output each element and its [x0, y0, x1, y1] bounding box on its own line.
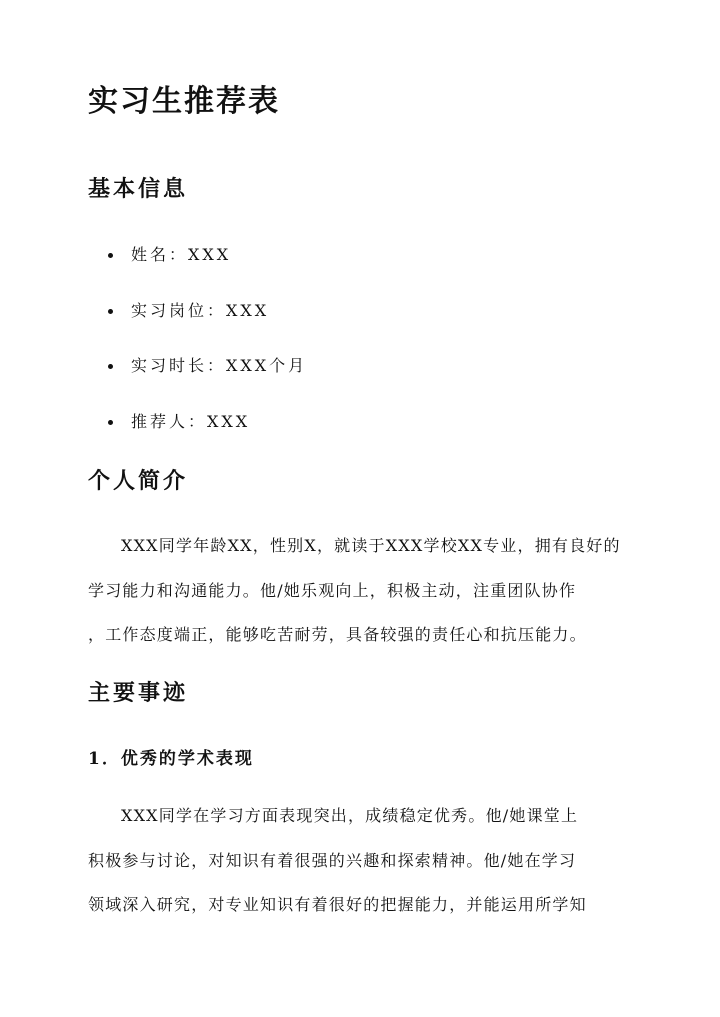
- section-heading-personal-intro: 个人简介: [88, 468, 189, 494]
- paragraph-line: ，工作态度端正，能够吃苦耐劳，具备较强的责任心和抗压能力。: [88, 625, 587, 644]
- bullet-dot: [108, 253, 113, 258]
- bullet-dot: [108, 364, 113, 369]
- basic-info-duration-text: 实习时长：XXX个月: [131, 356, 308, 375]
- bullet-dot: [108, 420, 113, 425]
- basic-info-position-text: 实习岗位：XXX: [131, 301, 270, 320]
- paragraph-line: 学习能力和沟通能力。他/她乐观向上，积极主动，注重团队协作: [88, 581, 577, 600]
- paragraph-line: 积极参与讨论，对知识有着很强的兴趣和探索精神。他/她在学习: [88, 851, 577, 870]
- page-title: 实习生推荐表: [88, 84, 280, 119]
- section-heading-basic-info: 基本信息: [88, 176, 189, 202]
- bullet-dot: [108, 309, 113, 314]
- paragraph-line: XXX同学年龄XX，性别X，就读于XXX学校XX专业，拥有良好的: [121, 536, 621, 555]
- basic-info-recommender-text: 推荐人：XXX: [131, 412, 251, 431]
- section-heading-main-achievements: 主要事迹: [88, 680, 189, 706]
- basic-info-name-text: 姓名：XXX: [131, 245, 232, 264]
- subsection-heading-academic-performance: 1．优秀的学术表现: [88, 749, 254, 769]
- paragraph-line: 领域深入研究，对专业知识有着很好的把握能力，并能运用所学知: [88, 895, 587, 914]
- paragraph-line: XXX同学在学习方面表现突出，成绩稳定优秀。他/她课堂上: [121, 806, 579, 825]
